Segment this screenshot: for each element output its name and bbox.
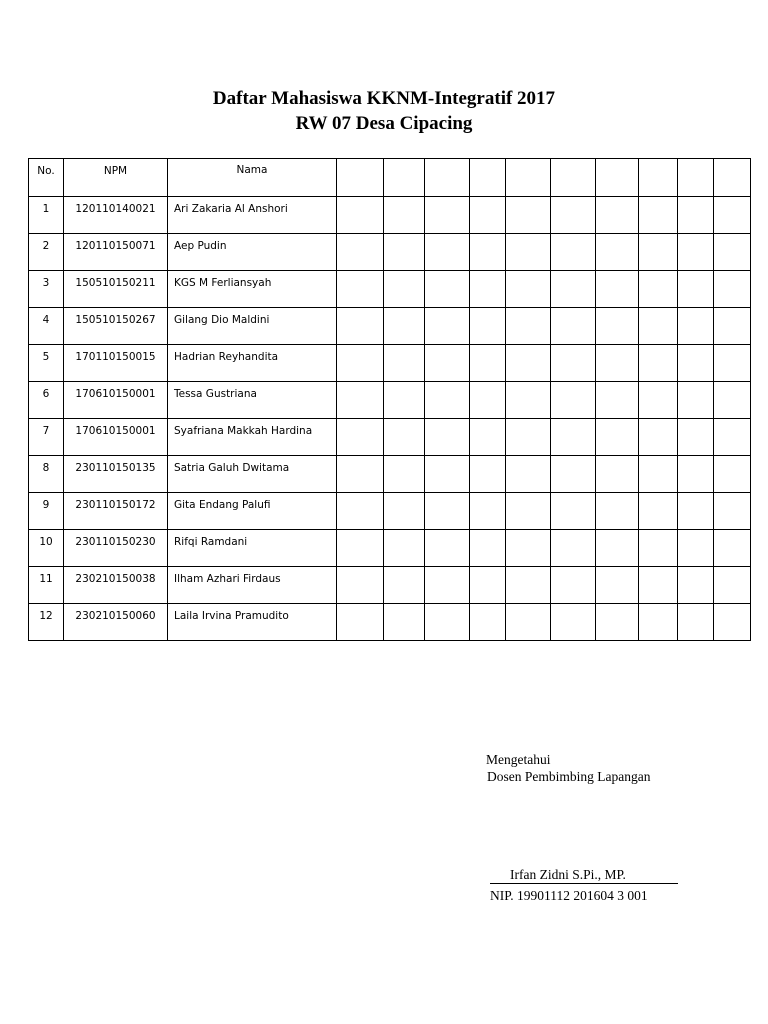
table-row bbox=[29, 234, 751, 271]
empty-cell bbox=[551, 419, 596, 456]
table-row bbox=[29, 197, 751, 234]
empty-cell bbox=[551, 197, 596, 234]
empty-cell bbox=[470, 419, 506, 456]
table-row bbox=[29, 271, 751, 308]
empty-cell bbox=[551, 567, 596, 604]
empty-cell bbox=[714, 345, 751, 382]
empty-cell bbox=[714, 530, 751, 567]
empty-cell bbox=[337, 271, 384, 308]
empty-cell bbox=[384, 530, 425, 567]
empty-cell bbox=[384, 604, 425, 641]
empty-cell bbox=[596, 567, 639, 604]
empty-cell bbox=[639, 234, 678, 271]
empty-cell bbox=[337, 456, 384, 493]
empty-cell bbox=[714, 234, 751, 271]
row-no: 3 bbox=[29, 271, 64, 308]
empty-cell bbox=[714, 567, 751, 604]
empty-cell bbox=[678, 159, 714, 197]
empty-cell bbox=[384, 567, 425, 604]
empty-cell bbox=[551, 530, 596, 567]
empty-cell bbox=[714, 271, 751, 308]
empty-cell bbox=[551, 159, 596, 197]
row-nama: Tessa Gustriana bbox=[168, 382, 337, 419]
header-npm: NPM bbox=[64, 159, 168, 197]
empty-cell bbox=[384, 345, 425, 382]
table-row bbox=[29, 530, 751, 567]
empty-cell bbox=[425, 271, 470, 308]
empty-cell bbox=[384, 271, 425, 308]
table-row bbox=[29, 456, 751, 493]
empty-cell bbox=[506, 604, 551, 641]
row-npm: 120110140021 bbox=[64, 197, 168, 234]
empty-cell bbox=[506, 456, 551, 493]
empty-cell bbox=[384, 419, 425, 456]
empty-cell bbox=[596, 419, 639, 456]
empty-cell bbox=[425, 234, 470, 271]
empty-cell bbox=[639, 419, 678, 456]
empty-cell bbox=[337, 234, 384, 271]
table-row bbox=[29, 308, 751, 345]
empty-cell bbox=[678, 567, 714, 604]
row-nama: Aep Pudin bbox=[168, 234, 337, 271]
empty-cell bbox=[639, 345, 678, 382]
empty-cell bbox=[639, 382, 678, 419]
empty-cell bbox=[425, 308, 470, 345]
table-row bbox=[29, 419, 751, 456]
empty-cell bbox=[639, 271, 678, 308]
empty-cell bbox=[678, 234, 714, 271]
empty-cell bbox=[506, 271, 551, 308]
row-no: 2 bbox=[29, 234, 64, 271]
empty-cell bbox=[639, 493, 678, 530]
empty-cell bbox=[425, 567, 470, 604]
empty-cell bbox=[470, 493, 506, 530]
empty-cell bbox=[714, 382, 751, 419]
empty-cell bbox=[596, 271, 639, 308]
empty-cell bbox=[551, 345, 596, 382]
signature-nip: NIP. 19901112 201604 3 001 bbox=[490, 888, 648, 903]
empty-cell bbox=[596, 456, 639, 493]
empty-cell bbox=[384, 308, 425, 345]
student-table bbox=[28, 158, 751, 641]
row-npm: 230110150135 bbox=[64, 456, 168, 493]
document-title: Daftar Mahasiswa KKNM-Integratif 2017 bbox=[212, 88, 556, 109]
empty-cell bbox=[596, 382, 639, 419]
empty-cell bbox=[639, 456, 678, 493]
empty-cell bbox=[425, 604, 470, 641]
empty-cell bbox=[384, 159, 425, 197]
empty-cell bbox=[678, 271, 714, 308]
empty-cell bbox=[678, 345, 714, 382]
row-npm: 150510150211 bbox=[64, 271, 168, 308]
empty-cell bbox=[506, 530, 551, 567]
empty-cell bbox=[506, 382, 551, 419]
empty-cell bbox=[596, 345, 639, 382]
row-npm: 230110150172 bbox=[64, 493, 168, 530]
empty-cell bbox=[425, 345, 470, 382]
empty-cell bbox=[425, 197, 470, 234]
empty-cell bbox=[470, 271, 506, 308]
row-nama: Ari Zakaria Al Anshori bbox=[168, 197, 337, 234]
signature-acknowledged: Mengetahui bbox=[486, 752, 551, 767]
empty-cell bbox=[506, 419, 551, 456]
empty-cell bbox=[678, 493, 714, 530]
empty-cell bbox=[639, 604, 678, 641]
empty-cell bbox=[337, 382, 384, 419]
table-header-row bbox=[29, 159, 751, 197]
empty-cell bbox=[337, 419, 384, 456]
document-subtitle: RW 07 Desa Cipacing bbox=[295, 113, 473, 134]
table-row bbox=[29, 493, 751, 530]
table-row bbox=[29, 567, 751, 604]
row-nama: Syafriana Makkah Hardina bbox=[168, 419, 337, 456]
empty-cell bbox=[639, 308, 678, 345]
empty-cell bbox=[551, 234, 596, 271]
empty-cell bbox=[470, 197, 506, 234]
empty-cell bbox=[337, 567, 384, 604]
empty-cell bbox=[678, 604, 714, 641]
signature-role: Dosen Pembimbing Lapangan bbox=[487, 769, 651, 784]
empty-cell bbox=[714, 197, 751, 234]
empty-cell bbox=[596, 308, 639, 345]
row-npm: 230210150038 bbox=[64, 567, 168, 604]
empty-cell bbox=[551, 493, 596, 530]
empty-cell bbox=[678, 530, 714, 567]
empty-cell bbox=[596, 493, 639, 530]
row-no: 10 bbox=[29, 530, 64, 567]
empty-cell bbox=[551, 308, 596, 345]
row-nama: Gilang Dio Maldini bbox=[168, 308, 337, 345]
empty-cell bbox=[506, 308, 551, 345]
empty-cell bbox=[337, 159, 384, 197]
empty-cell bbox=[639, 567, 678, 604]
empty-cell bbox=[425, 530, 470, 567]
empty-cell bbox=[470, 345, 506, 382]
empty-cell bbox=[384, 493, 425, 530]
row-npm: 170110150015 bbox=[64, 345, 168, 382]
empty-cell bbox=[596, 604, 639, 641]
empty-cell bbox=[596, 234, 639, 271]
empty-cell bbox=[551, 271, 596, 308]
empty-cell bbox=[678, 197, 714, 234]
empty-cell bbox=[384, 382, 425, 419]
empty-cell bbox=[714, 159, 751, 197]
row-no: 1 bbox=[29, 197, 64, 234]
empty-cell bbox=[596, 197, 639, 234]
empty-cell bbox=[678, 382, 714, 419]
empty-cell bbox=[596, 530, 639, 567]
row-no: 12 bbox=[29, 604, 64, 641]
empty-cell bbox=[506, 493, 551, 530]
empty-cell bbox=[714, 493, 751, 530]
empty-cell bbox=[639, 530, 678, 567]
empty-cell bbox=[506, 234, 551, 271]
empty-cell bbox=[337, 493, 384, 530]
empty-cell bbox=[337, 345, 384, 382]
empty-cell bbox=[425, 493, 470, 530]
row-npm: 230210150060 bbox=[64, 604, 168, 641]
empty-cell bbox=[678, 456, 714, 493]
empty-cell bbox=[639, 197, 678, 234]
empty-cell bbox=[337, 530, 384, 567]
row-no: 5 bbox=[29, 345, 64, 382]
empty-cell bbox=[714, 456, 751, 493]
empty-cell bbox=[470, 604, 506, 641]
empty-cell bbox=[470, 567, 506, 604]
signature-name: Irfan Zidni S.Pi., MP. bbox=[490, 867, 678, 884]
empty-cell bbox=[425, 382, 470, 419]
empty-cell bbox=[639, 159, 678, 197]
row-npm: 120110150071 bbox=[64, 234, 168, 271]
row-nama: Ilham Azhari Firdaus bbox=[168, 567, 337, 604]
empty-cell bbox=[714, 308, 751, 345]
empty-cell bbox=[506, 197, 551, 234]
row-npm: 170610150001 bbox=[64, 419, 168, 456]
empty-cell bbox=[470, 530, 506, 567]
empty-cell bbox=[337, 197, 384, 234]
empty-cell bbox=[678, 419, 714, 456]
row-no: 11 bbox=[29, 567, 64, 604]
row-nama: Gita Endang Palufi bbox=[168, 493, 337, 530]
empty-cell bbox=[506, 159, 551, 197]
row-nama: Rifqi Ramdani bbox=[168, 530, 337, 567]
empty-cell bbox=[384, 234, 425, 271]
row-no: 6 bbox=[29, 382, 64, 419]
empty-cell bbox=[384, 197, 425, 234]
row-no: 4 bbox=[29, 308, 64, 345]
empty-cell bbox=[714, 604, 751, 641]
empty-cell bbox=[551, 382, 596, 419]
empty-cell bbox=[551, 604, 596, 641]
empty-cell bbox=[470, 234, 506, 271]
row-nama: Hadrian Reyhandita bbox=[168, 345, 337, 382]
row-no: 9 bbox=[29, 493, 64, 530]
table-row bbox=[29, 604, 751, 641]
header-nama: Nama bbox=[168, 159, 337, 197]
empty-cell bbox=[337, 308, 384, 345]
table-row bbox=[29, 345, 751, 382]
empty-cell bbox=[384, 456, 425, 493]
row-npm: 150510150267 bbox=[64, 308, 168, 345]
row-npm: 170610150001 bbox=[64, 382, 168, 419]
empty-cell bbox=[425, 159, 470, 197]
empty-cell bbox=[470, 159, 506, 197]
row-nama: KGS M Ferliansyah bbox=[168, 271, 337, 308]
empty-cell bbox=[337, 604, 384, 641]
header-no: No. bbox=[29, 159, 64, 197]
empty-cell bbox=[506, 345, 551, 382]
row-nama: Satria Galuh Dwitama bbox=[168, 456, 337, 493]
empty-cell bbox=[470, 456, 506, 493]
empty-cell bbox=[506, 567, 551, 604]
empty-cell bbox=[425, 456, 470, 493]
empty-cell bbox=[714, 419, 751, 456]
empty-cell bbox=[551, 456, 596, 493]
empty-cell bbox=[678, 308, 714, 345]
row-no: 8 bbox=[29, 456, 64, 493]
empty-cell bbox=[596, 159, 639, 197]
table-row bbox=[29, 382, 751, 419]
empty-cell bbox=[470, 382, 506, 419]
empty-cell bbox=[425, 419, 470, 456]
empty-cell bbox=[470, 308, 506, 345]
row-npm: 230110150230 bbox=[64, 530, 168, 567]
row-no: 7 bbox=[29, 419, 64, 456]
row-nama: Laila Irvina Pramudito bbox=[168, 604, 337, 641]
